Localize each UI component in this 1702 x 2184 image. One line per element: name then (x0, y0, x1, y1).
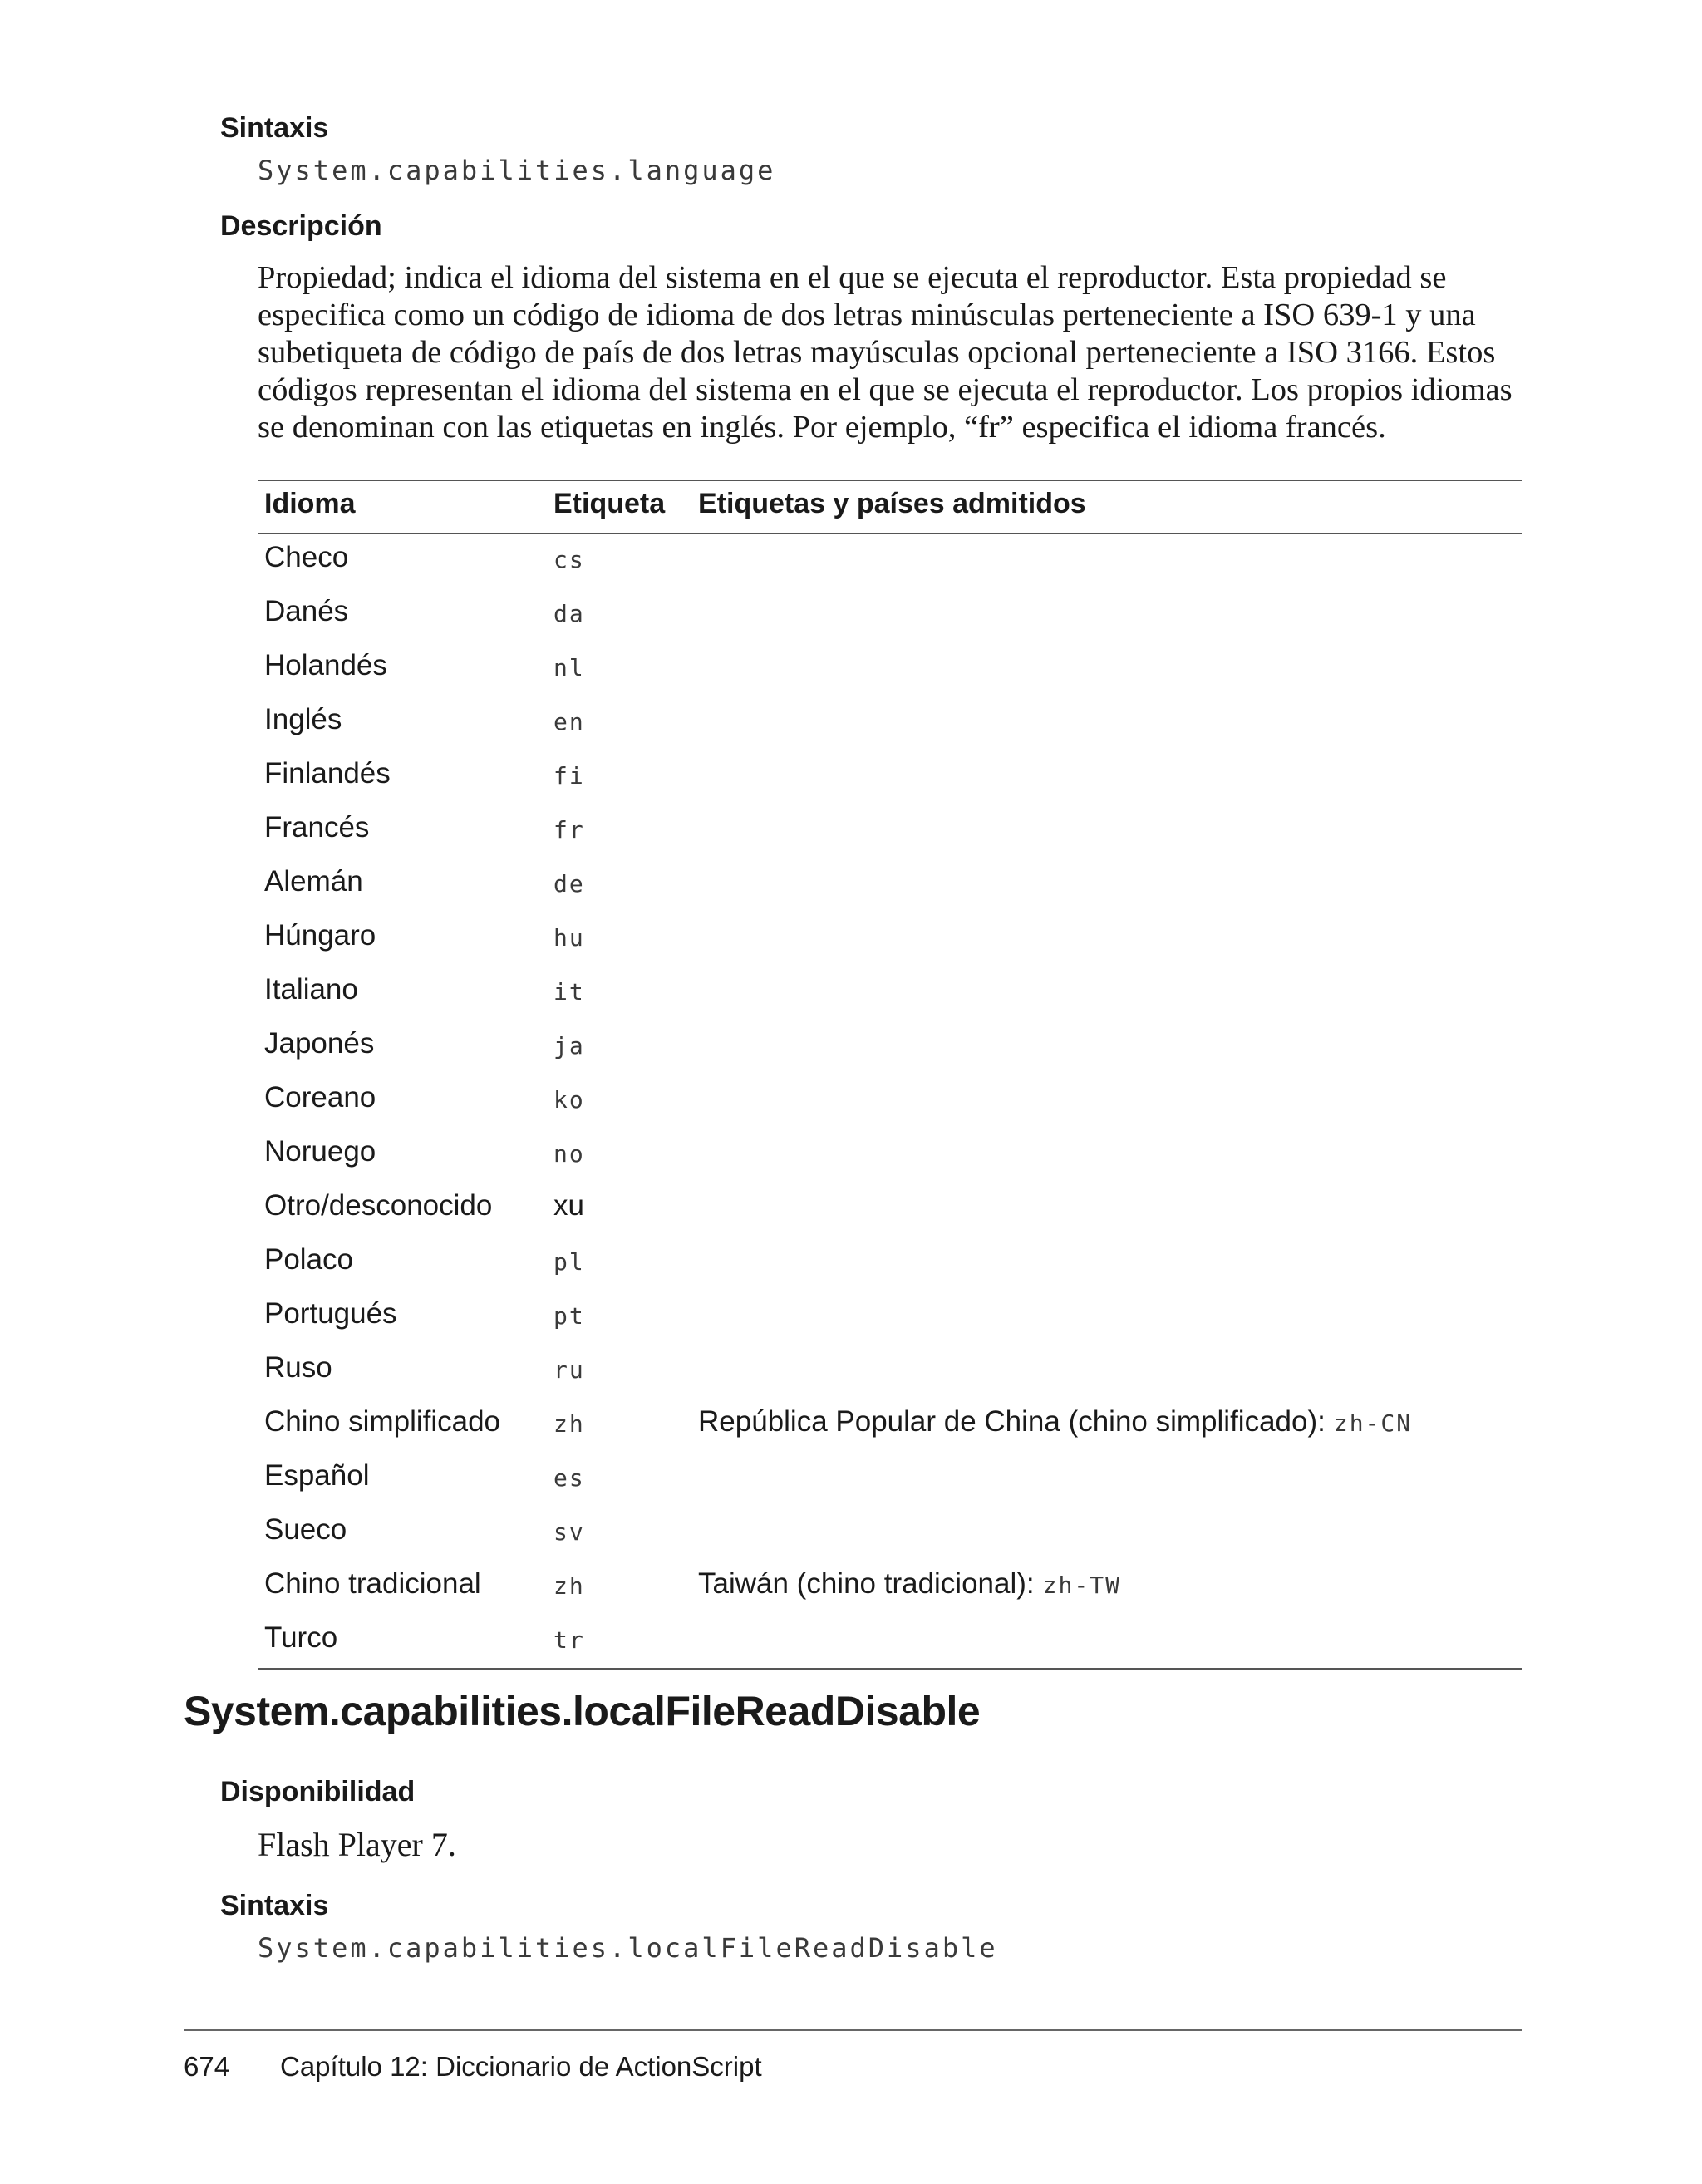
tag-cell: ru (553, 1356, 585, 1384)
table-row (258, 1127, 1522, 1181)
description-line: especifica como un código de idioma de dos letras minúsculas perteneciente a ISO 639-1 y una (258, 298, 1476, 332)
supported-cell (698, 1567, 1121, 1601)
language-cell: Polaco (264, 1243, 354, 1276)
tag-cell: en (553, 708, 585, 735)
tag-cell: zh (553, 1572, 585, 1600)
tag-cell: ko (553, 1086, 585, 1114)
table-row (258, 1613, 1522, 1667)
language-cell: Chino tradicional (264, 1567, 481, 1600)
language-cell: Otro/desconocido (264, 1189, 493, 1222)
table-row (258, 533, 1522, 587)
table-header-row (258, 480, 1522, 533)
table-row (258, 587, 1522, 641)
description-label: Descripción (220, 210, 382, 242)
description-line: Propiedad; indica el idioma del sistema en el que se ejecuta el reproductor. Esta propiedad se (258, 260, 1447, 295)
table-row (258, 1505, 1522, 1559)
availability-text: Flash Player 7. (258, 1826, 456, 1863)
language-cell: Portugués (264, 1297, 397, 1330)
syntax-label: Sintaxis (220, 112, 329, 144)
description-line: se denominan con las etiquetas en inglés. Por ejemplo, “fr” especifica el idioma francés. (258, 410, 1386, 445)
table-row (258, 857, 1522, 911)
table-row (258, 1397, 1522, 1451)
table-row (258, 749, 1522, 803)
supported-code: zh-TW (1042, 1572, 1121, 1599)
language-cell: Danés (264, 595, 349, 627)
syntax-code: System.capabilities.language (258, 155, 776, 186)
language-cell: Francés (264, 811, 370, 844)
chapter-title: Capítulo 12: Diccionario de ActionScript (280, 2051, 762, 2082)
tag-cell: es (553, 1464, 585, 1492)
section-heading: System.capabilities.localFileReadDisable (184, 1688, 981, 1734)
table-body (258, 533, 1522, 1667)
syntax-code-2: System.capabilities.localFileReadDisable (258, 1932, 998, 1964)
supported-text: Taiwán (chino tradicional): (698, 1567, 1035, 1600)
supported-text: República Popular de China (chino simplificado): (698, 1405, 1326, 1438)
syntax-label-2: Sintaxis (220, 1890, 329, 1921)
header-tag: Etiqueta (553, 488, 666, 519)
tag-cell: fr (553, 816, 585, 844)
table-row (258, 1343, 1522, 1397)
tag-cell: pt (553, 1302, 585, 1330)
language-cell: Húngaro (264, 919, 376, 952)
table-row (258, 1073, 1522, 1127)
tag-cell: xu (553, 1189, 584, 1222)
table-row (258, 641, 1522, 695)
tag-cell: zh (553, 1410, 585, 1438)
table-row (258, 1559, 1522, 1613)
language-cell: Sueco (264, 1513, 347, 1546)
tag-cell: no (553, 1140, 585, 1168)
table-row (258, 803, 1522, 857)
description-line: códigos representan el idioma del sistema en el que se ejecuta el reproductor. Los propios idiomas (258, 372, 1513, 407)
language-cell: Checo (264, 541, 349, 573)
table-row (258, 965, 1522, 1019)
tag-cell: pl (553, 1248, 585, 1276)
language-cell: Italiano (264, 973, 358, 1006)
header-supported: Etiquetas y países admitidos (698, 488, 1086, 519)
page-number: 674 (184, 2051, 230, 2082)
header-language: Idioma (264, 488, 356, 519)
table-bottom-rule (258, 1668, 1522, 1670)
table-row (258, 1181, 1522, 1235)
language-cell: Chino simplificado (264, 1405, 501, 1438)
table-row (258, 1289, 1522, 1343)
table-row (258, 1019, 1522, 1073)
tag-cell: ja (553, 1032, 585, 1060)
tag-cell: it (553, 978, 585, 1006)
description-paragraph (258, 259, 1521, 446)
supported-code: zh-CN (1333, 1409, 1413, 1437)
language-cell: Coreano (264, 1081, 376, 1114)
language-cell: Holandés (264, 649, 387, 681)
language-cell: Japonés (264, 1027, 375, 1060)
language-cell: Inglés (264, 703, 342, 735)
availability-label: Disponibilidad (220, 1776, 416, 1808)
table-row (258, 695, 1522, 749)
language-cell: Ruso (264, 1351, 332, 1384)
table-row (258, 1451, 1522, 1505)
table-row (258, 1235, 1522, 1289)
tag-cell: fi (553, 762, 585, 789)
language-cell: Alemán (264, 865, 363, 898)
description-line: subetiqueta de código de país de dos letras mayúsculas opcional perteneciente a ISO 3166. Estos (258, 335, 1496, 370)
table-row (258, 911, 1522, 965)
tag-cell: nl (553, 654, 585, 681)
language-cell: Español (264, 1459, 370, 1492)
tag-cell: da (553, 600, 585, 627)
tag-cell: tr (553, 1626, 585, 1654)
language-cell: Finlandés (264, 757, 391, 789)
tag-cell: sv (553, 1518, 585, 1546)
footer-rule (184, 2029, 1522, 2031)
language-cell: Noruego (264, 1135, 376, 1168)
tag-cell: de (553, 870, 585, 898)
supported-cell (698, 1405, 1412, 1439)
tag-cell: hu (553, 924, 585, 952)
tag-cell: cs (553, 546, 585, 573)
language-cell: Turco (264, 1621, 338, 1654)
